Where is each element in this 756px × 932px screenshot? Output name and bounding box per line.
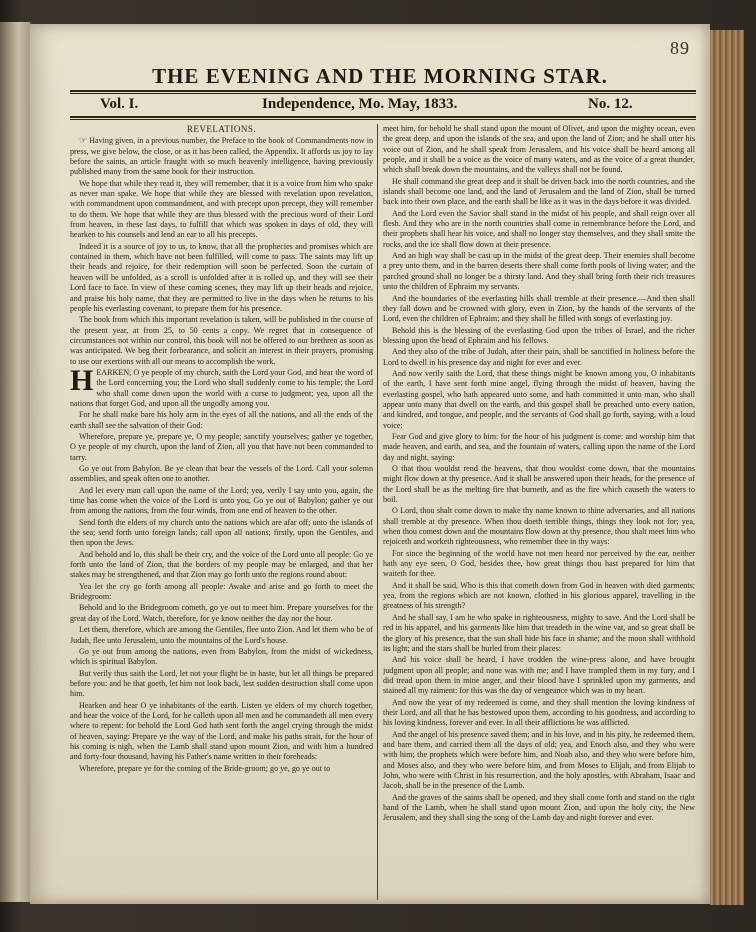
left-page-edge bbox=[0, 22, 32, 902]
revelation-paragraph: And his voice shall be heard, I have trodden the wine-press alone, and have brought judgment upon all people; and none was with me; and I have trampled them in my fury, and I did tread upon them in mine anger, and their blood have I sprinkled upon my garments, and stained all my raiment: for this was the day of vengeance which was in my heart. bbox=[383, 655, 695, 696]
revelation-paragraph: And let every man call upon the name of the Lord; yea, verily I say unto you, again, the time has come when the voice of the Lord is unto you, Go ye out of Babylon; gather ye out from among the nations, from the four winds, from one end of heaven to the other. bbox=[70, 485, 373, 516]
revelation-paragraph: Behold and lo the Bridegroom cometh, go ye out to meet him. Prepare yourselves for the great day of the Lord. Watch, therefore, for ye know neither the day nor the hour. bbox=[70, 603, 373, 623]
revelation-paragraph: Let them, therefore, which are among the Gentiles, flee unto Zion. And let them who be of Judah, flee unto Jerusalem, unto the mountains of the Lord's house. bbox=[70, 625, 373, 645]
revelation-paragraph: Fear God and give glory to him: for the hour of his judgment is come: and worship him that made heaven, and earth, and sea, and the fountain of waters, calling upon the name of the Lord day and night, saying: bbox=[383, 431, 695, 462]
revelation-paragraph: For since the beginning of the world have not men heard nor perceived by the ear, neither hath any eye seen, O God, besides thee, how great things thou hast prepared for him that waiteth for thee. bbox=[383, 548, 695, 579]
revelation-paragraph: And it shall be said, Who is this that cometh down from God in heaven with died garments; yea, from the regions which are not known, clothed in his glorious apparel, travelling in the greatness of his strength? bbox=[383, 580, 695, 611]
intro-text: Having given, in a previous number, the Preface to the book of Commandments now in press, we give below, the close, or as it has been called, the Appendix. It affords us joy to lay before the saints, an article fraught with so much heavenly intelligence, having previously published many from the same book for their instruction. bbox=[70, 136, 373, 177]
pointing-hand-icon: ☞ bbox=[79, 135, 88, 146]
masthead-title: THE EVENING AND THE MORNING STAR. bbox=[152, 64, 608, 88]
dateline-bar bbox=[70, 94, 696, 116]
revelation-paragraph: O Lord, thou shalt come down to make thy name known to thine adversaries, and all nations shall tremble at thy presence. When thou doeth terrible things, things they look not for; yea, when thou comest down and the mountains flow down at thy presence, thou shalt meet him who rejoiceth and worketh righteousness, who remember thee in thy ways: bbox=[383, 506, 695, 547]
revelation-paragraph: And he shall say, I am he who spake in righteousness, mighty to save. And the Lord shall be red in his apparel, and his garments like him that treadeth in the wine vat, and so great shall be the glory of his presence, that the sun shall hide his face in shame; and the moon shall withhold its light; and the stars shall be hurled from their places: bbox=[383, 612, 695, 653]
section-heading: REVELATIONS. bbox=[186, 124, 257, 134]
revelation-paragraph: Behold this is the blessing of the everlasting God upon the tribes of Israel, and the richer blessing upon the head of Ephraim and his fellows. bbox=[383, 325, 695, 345]
place-date-label: Independence, Mo. May, 1833. bbox=[262, 96, 458, 112]
revelation-paragraph: And the angel of his presence saved them; and in his love, and in his pity, he redeemed them, and bare them, and carried them all the days of old; yea, and Enoch also, and they who were with him; the prophets which were before him, and Noah also, and they who were before him, and Moses also, and they who were before him, and from Moses to Elijah, and from Elijah to John, who were with Christ in his resurrection, and the holy apostles, with Abraham, Isaac and Jacob, shall be in the presence of the Lamb. bbox=[383, 729, 695, 791]
column-divider bbox=[377, 124, 378, 900]
revelation-paragraph: And now verily saith the Lord, that these things might be known among you, O inhabitants of the earth, I have sent forth mine angel, flying through the midst of heaven, having the everlasting gospel, who hath appeared unto some, and hath committed it unto man, who shall appear unto many that dwell on the earth, and this gospel shall be preached unto every nation, and kindred, and tongue, and people, and the servants of God shall go forth, saying, with a loud voice: bbox=[383, 368, 695, 430]
article-paragraph: We hope that while they read it, they will remember, that it is a voice from him who spake as never man spake. We hope that while they are blessed with revelation upon revelation, with commandment upon commandment, and with precept upon precept, they will remember to do them. We hope that while they are thus blessed with the precious word of their Lord from heaven, in these last days, to fulfill that which was spoken in days of old, they will hearken to his counsels and lend an ear to all his precepts. bbox=[70, 178, 373, 240]
revelation-opening-paragraph bbox=[70, 363, 373, 409]
revelation-paragraph: And behold and lo, this shall be their cry, and the voice of the Lord unto all people: Go ye forth unto the land of Zion, that the borders of my people may be enlarged, and that her stakes may be strengthened, and that Zion may go forth unto the regions round about: bbox=[70, 549, 373, 580]
revelation-paragraph: And the Lord even the Savior shall stand in the midst of his people, and shall reign over all flesh. And they who are in the north countries shall come in remembrance before the Lord, and their prophets shall hear his voice, and shall no longer stay themselves, and they shall smite the rocks, and the ice shall flow down at their presence. bbox=[383, 208, 695, 249]
revelation-paragraph: Hearken and hear O ye inhabitants of the earth. Listen ye elders of my church together, and hear the voice of the Lord, for he calleth upon all men and he commandeth all men every where to repent: for behold the Lord God hath sent forth the angel crying through the midst of heaven, saying: Prepare ye the way of the Lord, and make his paths strait, for the hour of his coming is nigh, when the Lamb shall stand upon mount Zion, and with him a hundred and forty-four thousand, having his Father's name written in their foreheads: bbox=[70, 700, 373, 762]
left-column bbox=[70, 124, 373, 904]
newspaper-page bbox=[30, 24, 710, 904]
article-paragraph: The book from which this important revelation is taken, will be published in the course of the present year, at from 25, to 50 cents a copy. We regret that in consequence of circumstances not within our control, this book will not be offered to our brethren as soon as was anticipated. We beg their forbearance, and solicit an interest in their prayers, promising to use our exertions with all our means to accomplish the work. bbox=[70, 315, 373, 366]
revelation-paragraph: And an high way shall be cast up in the midst of the great deep. Their enemies shall become a prey unto them, and in the barren deserts there shall come forth pools of living water; and the parched ground shall no longer be a thirsty land. And they shall bring forth their rich treasures unto the children of Ephraim my servants. bbox=[383, 251, 695, 292]
revelation-opening-text: EARKEN, O ye people of my church, saith the Lord your God, and hear the word of the Lord concerning you; the Lord who shall suddenly come to his temple; the Lord who shall come down upon the world with a curse to judgment; yea, upon all the nations that forget God, and upon all the ungodly among you. bbox=[70, 367, 373, 408]
article-paragraph: Indeed it is a source of joy to us, to know, that all the prophecies and promises which are contained in them, which have not been fulfilled, will come to pass. The saints may lift up their heads and rejoice, for their redemption will soon be perfected. Soon the curtain of heaven will be unfolded, as a scroll is unfolded after it is rolled up, and they will see their Lord face to face. In view of these coming scenes, they may lift up their heads and rejoice, and praise his holy name, that they are permitted to live in the days when he returns to his people his everlasting covenant, to prepare them for his presence. bbox=[70, 241, 373, 313]
revelation-paragraph: Wherefore, prepare ye for the coming of the Bride-groom; go ye, go ye out to bbox=[79, 763, 331, 773]
issue-number-label: No. 12. bbox=[588, 96, 633, 112]
revelation-paragraph: And the boundaries of the everlasting hills shall tremble at their presence.—And then shall they fall down and be crowned with glory, even in Zion, by the hands of the servants of the Lord, even the children of Ephraim; and they shall be filled with songs of everlasting joy. bbox=[383, 293, 695, 324]
volume-label: Vol. I. bbox=[100, 96, 139, 112]
rule-bottom-thick bbox=[70, 116, 696, 118]
intro-paragraph bbox=[70, 135, 373, 177]
page-edges-stack bbox=[708, 30, 744, 905]
revelation-paragraph: Go ye out from among the nations, even from Babylon, from the midst of wickedness, which is spiritual Babylon. bbox=[70, 646, 373, 667]
revelation-paragraph: Wherefore, prepare ye, prepare ye, O my people; sanctify yourselves; gather ye together, O ye people of my church, upon the land of Zion, all you that have not been commanded to tarry. bbox=[70, 431, 373, 462]
revelation-paragraph: And now the year of my redeemed is come, and they shall mention the loving kindness of their Lord, and all that he has bestowed upon them, according to his goodness, and according to his loving kindness, forever and ever. In all their afflictions he was afflicted. bbox=[383, 697, 695, 728]
revelation-paragraph: But verily thus saith the Lord, let not your flight be in haste, but let all things be prepared before you: and he that goeth, let him not look back, lest sudden destruction shall come upon him. bbox=[70, 668, 373, 699]
revelation-paragraph: O that thou wouldst rend the heavens, that thou wouldst come down, that the mountains might flow down at thy presence. And it shall be answered upon their heads, for the presence of the Lord shall be as the melting fire that burneth, and as the fire which causeth the waters to boil. bbox=[383, 464, 695, 505]
revelation-paragraph: Yea let the cry go forth among all people: Awake and arise and go forth to meet the Bridegroom: bbox=[70, 581, 373, 602]
revelation-paragraph: For he shall make bare his holy arm in the eyes of all the nations, and all the ends of the earth shall see the salvation of their God: bbox=[70, 410, 373, 430]
page-number: 89 bbox=[670, 38, 690, 58]
rule-bottom-thin bbox=[70, 119, 696, 120]
revelation-paragraph: And they also of the tribe of Judah, after their pain, shall be sanctified in holiness before the Lord to dwell in his presence day and night for ever and ever. bbox=[383, 347, 695, 367]
revelation-paragraph: Send forth the elders of my church unto the nations which are afar off; unto the islands of the sea; send forth unto foreign lands; call upon all nations; firstly, upon the Gentiles, and then upon the Jews. bbox=[70, 517, 373, 548]
rule-top-thick bbox=[70, 90, 696, 92]
revelation-paragraph: Go ye out from Babylon. Be ye clean that bear the vessels of the Lord. Call your solemn assemblies, and speak often one to another. bbox=[70, 464, 373, 484]
revelation-paragraph: He shall command the great deep and it shall be driven back into the north countries, and the islands shall become one land, and the land of Jerusalem and the land of Zion, shall be turned back into their own place, and the earth shall be like as it was in the days before it was divided. bbox=[383, 176, 695, 207]
drop-cap: H bbox=[70, 363, 94, 397]
right-column bbox=[383, 124, 695, 904]
revelation-paragraph: meet him, for behold he shall stand upon the mount of Olivet, and upon the mighty ocean, even the great deep, and upon the islands of the sea, and upon the land of Zion; and he shall utter his voice out of Zion, and he shall speak from Jerusalem, and his voice shall be heard among all people, and it shall be a voice as the voice of many waters, and as the voice of a great thunder, which shall break down the mountains, and the valleys shall not be found. bbox=[383, 124, 695, 175]
revelation-paragraph: And the graves of the saints shall be opened, and they shall come forth and stand on the right hand of the Lamb, when he shall stand upon mount Zion, and upon the holy city, the New Jerusalem, and they shall sing the song of the Lamb day and night forever and ever. bbox=[383, 792, 695, 823]
